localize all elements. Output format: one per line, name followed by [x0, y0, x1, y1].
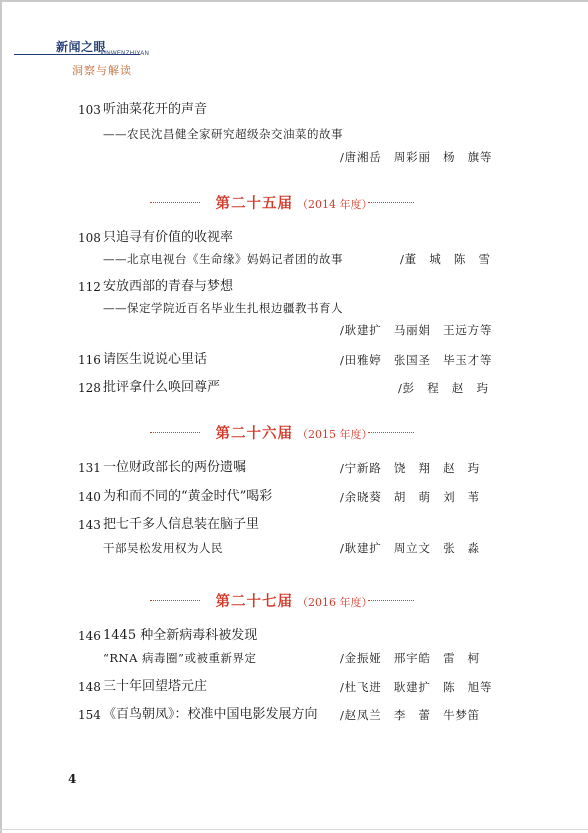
page-border-top [0, 0, 588, 2]
toc-title: 请医生说说心里话 [103, 352, 208, 367]
toc-page-number: 103 [78, 103, 101, 117]
toc-authors: /彭 程 赵 玙 [398, 381, 489, 395]
section-heading [0, 421, 588, 445]
toc-subtitle: ——农民沈昌健全家研究超级杂交油菜的故事 [103, 127, 343, 141]
section-year: （2014 年度） [297, 198, 373, 211]
toc-page-number: 128 [78, 381, 101, 395]
toc-subtitle-row [0, 249, 588, 269]
toc-authors-row [0, 147, 588, 167]
section-heading [0, 589, 588, 613]
section-title: 第二十五届 [215, 196, 293, 212]
toc-page-number: 143 [78, 518, 101, 532]
section-title: 第二十六届 [215, 426, 293, 442]
running-header-pinyin: XINWENZHIYAN [100, 51, 150, 57]
toc-entry[interactable] [0, 677, 588, 697]
toc-subtitle: ——北京电视台《生命缘》妈妈记者团的故事 [103, 252, 343, 266]
toc-entry[interactable] [0, 378, 588, 398]
toc-title: 《百鸟朝凤》：校准中国电影发展方向 [103, 707, 318, 722]
toc-page-number: 108 [78, 231, 101, 245]
toc-title: 把七千多人信息装在脑子里 [103, 517, 260, 532]
toc-authors: /余晓葵 胡 萌 刘 苇 [340, 490, 480, 504]
toc-page-number: 131 [78, 461, 101, 475]
toc-subtitle: ——保定学院近百名毕业生扎根边疆教书育人 [103, 301, 343, 315]
toc-subtitle-row [0, 648, 588, 668]
toc-subtitle-row [0, 124, 588, 144]
toc-subtitle-row [0, 298, 588, 318]
toc-authors: /董 城 陈 雪 [400, 252, 491, 266]
toc-authors: /田雅婷 张国圣 毕玉才等 [340, 353, 493, 367]
toc-authors: /宁新路 饶 翔 赵 玙 [340, 461, 480, 475]
toc-subtitle: “RNA 病毒圈”或被重新界定 [103, 651, 257, 665]
toc-entry[interactable] [0, 487, 588, 507]
toc-authors: /耿建扩 马丽娟 王远方等 [340, 323, 493, 337]
toc-page-number: 148 [78, 680, 101, 694]
toc-page-number: 140 [78, 490, 101, 504]
toc-authors: /杜飞进 耿建扩 陈 旭等 [340, 680, 493, 694]
toc-page-number: 154 [78, 708, 101, 722]
toc-title: 只追寻有价值的收视率 [103, 230, 234, 245]
toc-subtitle-row [0, 538, 588, 558]
toc-entry[interactable] [0, 350, 588, 370]
toc-title: 三十年回望塔元庄 [103, 679, 208, 694]
toc-page-number: 112 [78, 280, 101, 294]
toc-authors-row [0, 320, 588, 340]
toc-title: 听油菜花开的声音 [103, 102, 208, 117]
toc-authors: /金振娅 邢宇皓 雷 柯 [340, 651, 480, 665]
section-heading [0, 191, 588, 215]
toc-title: 为和而不同的“黄金时代”喝彩 [103, 489, 273, 504]
toc-title: 批评拿什么唤回尊严 [103, 380, 221, 395]
toc-subtitle: 干部吴松发用权为人民 [103, 541, 223, 555]
toc-entry[interactable] [0, 277, 588, 297]
section-year: （2015 年度） [297, 428, 373, 441]
toc-page-number: 116 [78, 353, 101, 367]
section-year: （2016 年度） [297, 596, 373, 609]
page-number: 4 [68, 772, 77, 786]
toc-title: 1445 种全新病毒科被发现 [103, 628, 258, 643]
toc-entry[interactable] [0, 228, 588, 248]
section-title: 第二十七届 [215, 594, 293, 610]
running-header-subtitle: 洞察与解读 [72, 64, 132, 77]
toc-title: 安放西部的青春与梦想 [103, 279, 234, 294]
toc-authors: /赵凤兰 李 蕾 牛梦笛 [340, 708, 480, 722]
running-header-title: 新闻之眼 [56, 40, 107, 54]
toc-entry[interactable] [0, 705, 588, 725]
toc-entry[interactable] [0, 100, 588, 120]
toc-title: 一位财政部长的两份遗嘱 [103, 460, 247, 475]
toc-entry[interactable] [0, 458, 588, 478]
toc-authors: /唐湘岳 周彩丽 杨 旗等 [340, 150, 493, 164]
toc-entry[interactable] [0, 515, 588, 535]
page-border-bottom [0, 829, 588, 830]
toc-authors: /耿建扩 周立文 张 淼 [340, 541, 480, 555]
toc-page-number: 146 [78, 629, 101, 643]
toc-entry[interactable] [0, 626, 588, 646]
